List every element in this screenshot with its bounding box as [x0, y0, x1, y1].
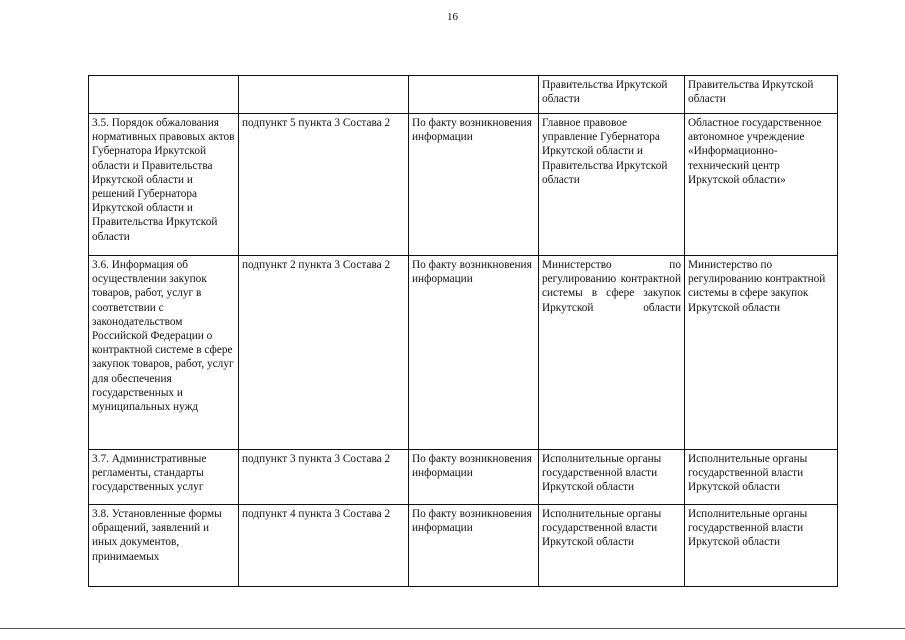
- table-row: [89, 76, 838, 114]
- cell-section: 3.7. Административные регламенты, стандарты государственных услуг: [89, 450, 239, 505]
- cell-responsible: Исполнительные органы государственной власти Иркутской области: [539, 450, 685, 505]
- table-row: [89, 450, 838, 505]
- cell-publisher: Исполнительные органы государственной власти Иркутской области: [685, 450, 838, 505]
- cell-basis: подпункт 3 пункта 3 Состава 2: [239, 450, 409, 505]
- cell-publisher: Министерство по регулированию контрактной системы в сфере закупок Иркутской области: [685, 256, 838, 450]
- cell-frequency: По факту возникновения информации: [409, 505, 539, 587]
- cell-basis: подпункт 5 пункта 3 Состава 2: [239, 114, 409, 256]
- cell-responsible: Исполнительные органы государственной власти Иркутской области: [539, 505, 685, 587]
- cell-publisher: Областное государственное автономное учреждение «Информационно-технический центр Иркутской области»: [685, 114, 838, 256]
- cell-section: 3.5. Порядок обжалования нормативных правовых актов Губернатора Иркутской области и Правительства Иркутской области и решений Губернатора Иркутской области и Правительства Иркутской области: [89, 114, 239, 256]
- cell-frequency: По факту возникновения информации: [409, 450, 539, 505]
- table-row: [89, 256, 838, 450]
- cell-publisher: Исполнительные органы государственной власти Иркутской области: [685, 505, 838, 587]
- cell-basis: подпункт 2 пункта 3 Состава 2: [239, 256, 409, 450]
- page-number: 16: [447, 11, 458, 23]
- cell-responsible: Министерство по регулированию контрактной системы в сфере закупок Иркутской области: [539, 256, 685, 450]
- cell-frequency: [409, 76, 539, 114]
- table-row: [89, 114, 838, 256]
- page-bottom-edge: [0, 628, 905, 629]
- cell-section: [89, 76, 239, 114]
- cell-publisher: Правительства Иркутской области: [685, 76, 838, 114]
- cell-frequency: По факту возникновения информации: [409, 256, 539, 450]
- cell-section: 3.8. Установленные формы обращений, заявлений и иных документов, принимаемых: [89, 505, 239, 587]
- document-table: [88, 75, 838, 587]
- cell-section: 3.6. Информация об осуществлении закупок товаров, работ, услуг в соответствии с законодательством Российской Федерации о контрактной системе в сфере закупок товаров, работ, услуг для обеспечения государственных и муниципальных нужд: [89, 256, 239, 450]
- cell-frequency: По факту возникновения информации: [409, 114, 539, 256]
- cell-basis: подпункт 4 пункта 3 Состава 2: [239, 505, 409, 587]
- cell-basis: [239, 76, 409, 114]
- table-row: [89, 505, 838, 587]
- cell-responsible: Правительства Иркутской области: [539, 76, 685, 114]
- cell-responsible: Главное правовое управление Губернатора Иркутской области и Правительства Иркутской области: [539, 114, 685, 256]
